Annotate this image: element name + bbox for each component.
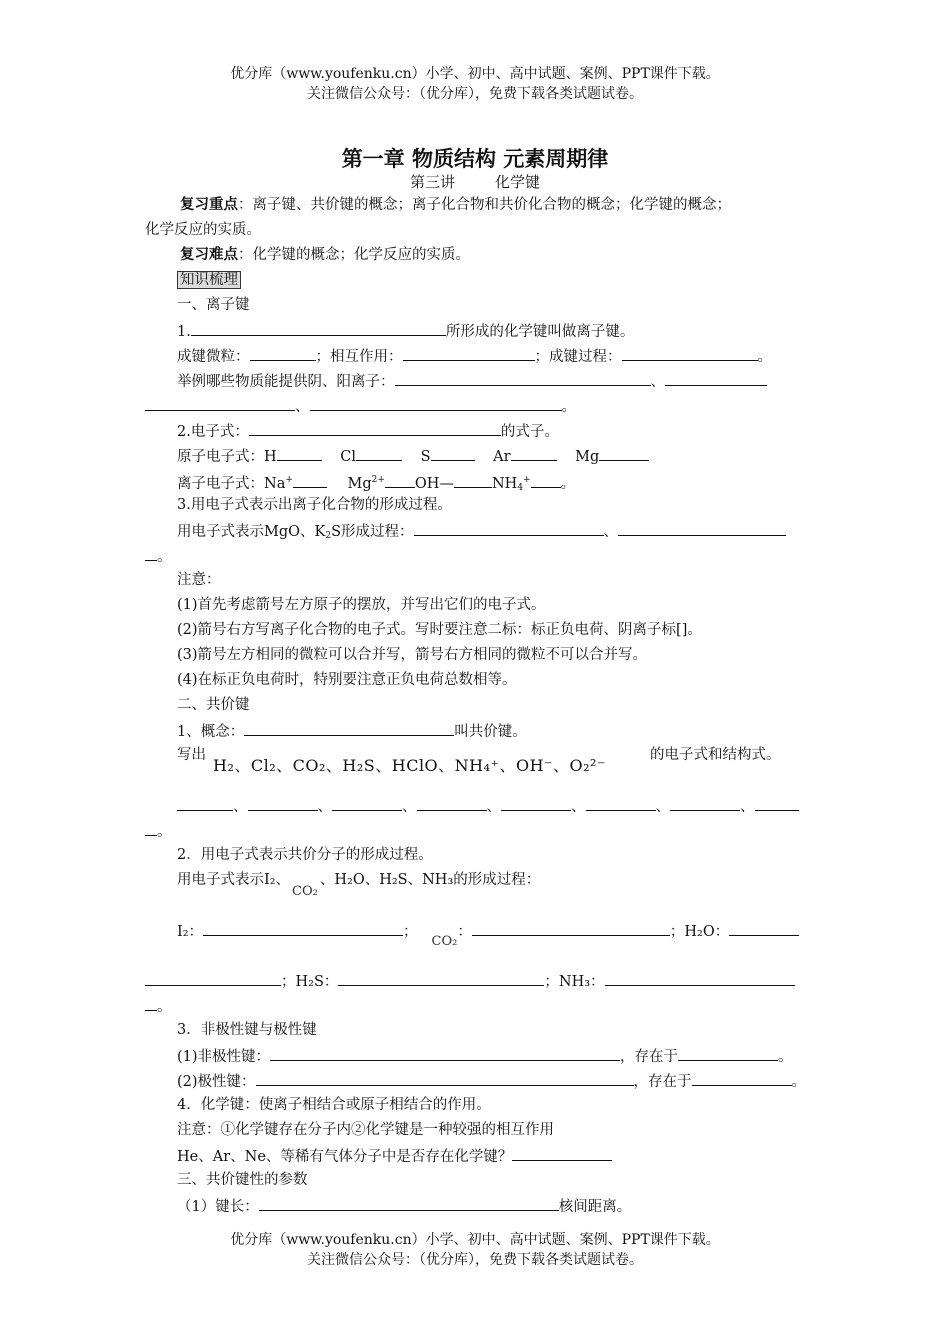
blank[interactable] — [145, 821, 157, 836]
blank[interactable] — [512, 1146, 612, 1161]
s1-note-4: (4)在标正负电荷时，特别要注意正负电荷总数相等。 — [177, 672, 517, 688]
blank[interactable] — [277, 446, 322, 461]
s2-polar-line: (2)极性键： ，存在于 。 — [177, 1071, 806, 1091]
blank[interactable] — [692, 1071, 792, 1086]
s1-q3b-line-2: 。 — [145, 546, 172, 566]
s2-formula-blanks-2: 。 — [145, 821, 172, 841]
blank[interactable] — [417, 796, 487, 811]
chapter-title: 第一章 物质结构 元素周期律 — [341, 147, 609, 171]
s2-c2b-line: 用电子式表示I₂、CO₂、H₂O、H₂S、NH₃的形成过程： — [177, 872, 541, 899]
blank[interactable] — [145, 546, 157, 561]
difficulty-text: ：化学键的概念；化学反应的实质。 — [238, 247, 470, 263]
blank[interactable] — [414, 521, 604, 536]
blank[interactable] — [259, 1196, 559, 1211]
blank[interactable] — [249, 421, 501, 436]
blank[interactable] — [472, 921, 670, 936]
blank[interactable] — [244, 721, 454, 736]
lecture-number: 第三讲 — [409, 173, 455, 191]
blank[interactable] — [203, 921, 403, 936]
s2-write-tail: 的电子式和结构式。 — [650, 747, 781, 763]
blank[interactable] — [310, 396, 562, 411]
s2-c4-line: 4．化学键：使离子相结合或原子相结合的作用。 — [177, 1097, 491, 1113]
focus-text-1: ：离子键、共价键的概念；离子化合物和共价化合物的概念；化学键的概念； — [238, 197, 731, 213]
blank[interactable] — [678, 1046, 778, 1061]
blank[interactable] — [729, 921, 799, 936]
blank[interactable] — [670, 796, 740, 811]
blank[interactable] — [665, 371, 767, 386]
blank[interactable] — [511, 446, 557, 461]
footer-line-2: 关注微信公众号：（优分库），免费下载各类试题试卷。 — [307, 1252, 643, 1268]
blank[interactable] — [250, 346, 316, 361]
blank[interactable] — [145, 996, 157, 1011]
s1-atom-line: 原子电子式：H Cl S Ar Mg — [177, 446, 649, 466]
blank[interactable] — [248, 796, 318, 811]
s2-h2s-line-2: 。 — [145, 996, 172, 1016]
blank[interactable] — [356, 446, 402, 461]
s2-formula-blanks: 、 、 、 、 、 、 、 — [177, 796, 799, 816]
blank[interactable] — [531, 473, 561, 488]
s1-particle-line: 成键微粒： ；相互作用： ；成键过程： 。 — [177, 346, 772, 366]
header-line-1: 优分库（www.youfenku.cn）小学、初中、高中试题、案例、PPT课件下载。 — [230, 66, 720, 82]
blank[interactable] — [586, 796, 656, 811]
s2-nonpolar-line: (1)非极性键： ，存在于 。 — [177, 1046, 793, 1066]
s1-q1-line: 1. 所形成的化学键叫做离子键。 — [177, 321, 634, 341]
s2-c2-line: 2．用电子式表示共价分子的形成过程。 — [177, 847, 433, 863]
blank[interactable] — [605, 971, 795, 986]
s2-i2-line: I₂： ；CO₂： ；H₂O： — [177, 921, 799, 942]
s1-note-1: (1)首先考虑箭号左方原子的摆放，并写出它们的电子式。 — [177, 597, 546, 613]
s1-note-3: (3)箭号左方相同的微粒可以合并写，箭号右方相同的微粒不可以合并写。 — [177, 647, 648, 663]
blank[interactable] — [145, 396, 295, 411]
blank[interactable] — [385, 473, 415, 488]
blank[interactable] — [256, 1071, 634, 1086]
blank[interactable] — [431, 446, 475, 461]
s1-example-line: 举例哪些物质能提供阴、阳离子： 、 — [177, 371, 767, 391]
s1-q3b-line: 用电子式表示MgO、$K_2S$形成过程： 、 — [177, 521, 786, 545]
s2-formula-list: H₂、Cl₂、CO₂、H₂S、HClO、NH₄⁺、OH⁻、O₂²⁻ — [213, 756, 606, 775]
lecture-subtitle — [0, 171, 950, 192]
s1-ion-line: 离子电子式：Na+ $Mg^{2+}$ OH— $NH_4^+$ 。 — [177, 475, 576, 493]
blank[interactable] — [293, 473, 327, 488]
blank[interactable] — [145, 971, 281, 986]
blank[interactable] — [191, 321, 446, 336]
blank[interactable] — [618, 521, 786, 536]
blank[interactable] — [338, 971, 544, 986]
blank[interactable] — [395, 371, 651, 386]
s2-c4-note: 注意：①化学键存在分子内②化学键是一种较强的相互作用 — [177, 1122, 554, 1138]
knowledge-box-line — [177, 271, 241, 289]
blank[interactable] — [501, 796, 571, 811]
s3-length-line: （1）键长： 核间距离。 — [177, 1196, 631, 1216]
blank[interactable] — [755, 796, 799, 811]
s2-c3-line: 3．非极性键与极性键 — [177, 1022, 317, 1038]
s1-q3-line: 3.用电子式表示出离子化合物的形成过程。 — [177, 497, 452, 513]
difficulty-label: 复习难点 — [180, 247, 238, 263]
s2-h2s-line: ；H₂S： ；NH₃： — [145, 971, 795, 991]
blank[interactable] — [454, 473, 492, 488]
s2-c4-question: He、Ar、Ne、等稀有气体分子中是否存在化学键？ — [177, 1146, 612, 1166]
blank[interactable] — [403, 346, 535, 361]
focus-line-1 — [180, 196, 731, 214]
s2-write-label: 写出 — [177, 747, 206, 763]
footer-line-1: 优分库（www.youfenku.cn）小学、初中、高中试题、案例、PPT课件下载。 — [230, 1232, 720, 1248]
focus-label: 复习重点 — [180, 197, 238, 213]
knowledge-box: 知识梳理 — [177, 271, 241, 289]
blank[interactable] — [177, 796, 233, 811]
lecture-topic: 化学键 — [495, 173, 541, 191]
blank[interactable] — [599, 446, 649, 461]
header-line-2: 关注微信公众号：（优分库），免费下载各类试题试卷。 — [307, 86, 643, 102]
difficulty-line — [180, 246, 470, 264]
blank[interactable] — [270, 1046, 620, 1061]
s1-example-line-2: 、 。 — [145, 396, 576, 416]
s1-note-2: (2)箭号右方写离子化合物的电子式。写时要注意二标：标正负电荷、阴离子标[]。 — [177, 622, 702, 638]
s2-concept-line: 1、概念： 叫共价键。 — [177, 721, 527, 741]
section-2-heading: 二、共价键 — [177, 697, 250, 713]
section-3-heading: 三、共价键性的参数 — [177, 1172, 308, 1188]
focus-line-2: 化学反应的实质。 — [145, 222, 261, 238]
s1-note-heading: 注意： — [177, 572, 221, 588]
s1-q2-line: 2.电子式： 的式子。 — [177, 421, 559, 441]
blank[interactable] — [332, 796, 402, 811]
blank[interactable] — [622, 346, 758, 361]
section-1-heading: 一、离子键 — [177, 297, 250, 313]
